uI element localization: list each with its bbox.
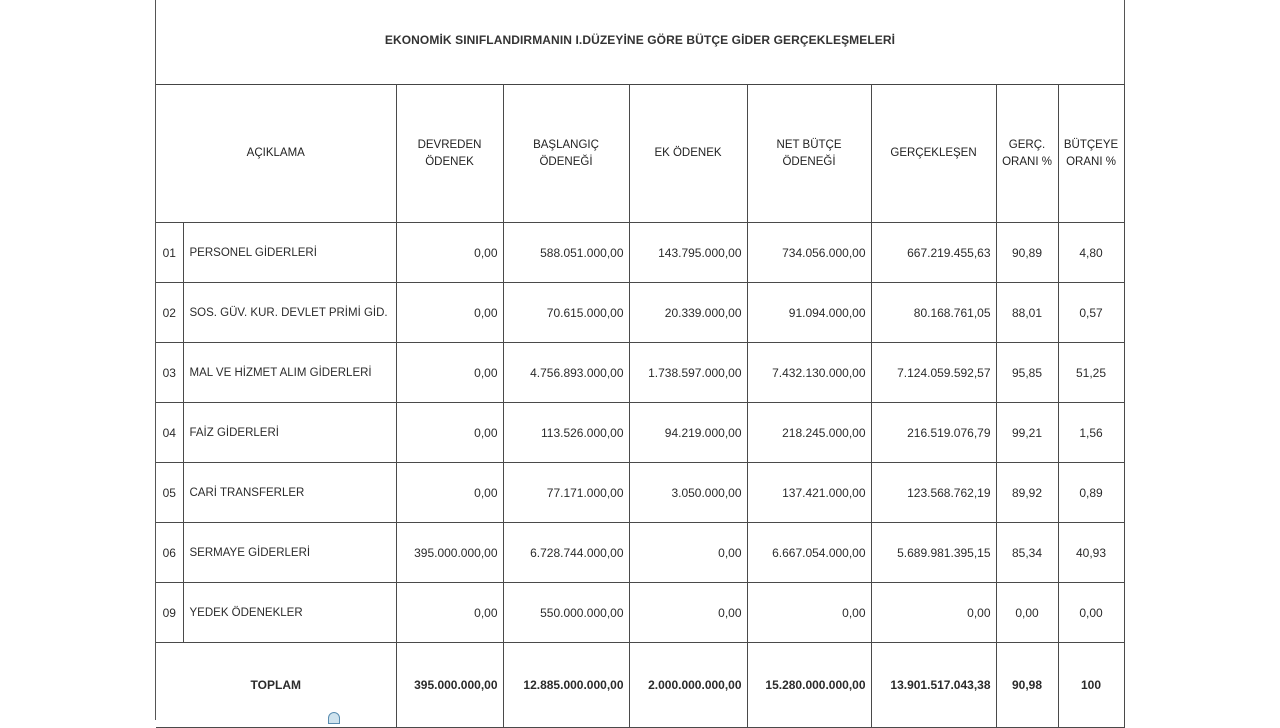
cell-net: 734.056.000,00 [747, 223, 871, 283]
table-row [156, 343, 1124, 403]
total-ek: 2.000.000.000,00 [629, 643, 747, 728]
row-description: FAİZ GİDERLERİ [183, 403, 396, 463]
cell-butceye-orani: 0,89 [1058, 463, 1124, 523]
row-code: 04 [156, 403, 183, 463]
cell-baslangic: 70.615.000,00 [503, 283, 629, 343]
table-row [156, 463, 1124, 523]
cell-butceye-orani: 51,25 [1058, 343, 1124, 403]
table-row [156, 283, 1124, 343]
cell-gerc-orani: 85,34 [996, 523, 1058, 583]
table-row [156, 583, 1124, 643]
total-gerceklesen: 13.901.517.043,38 [871, 643, 996, 728]
cell-baslangic: 550.000.000,00 [503, 583, 629, 643]
total-devreden: 395.000.000,00 [396, 643, 503, 728]
total-label: TOPLAM [156, 643, 396, 728]
row-code: 01 [156, 223, 183, 283]
cell-gerceklesen: 667.219.455,63 [871, 223, 996, 283]
total-net: 15.280.000.000,00 [747, 643, 871, 728]
cell-gerceklesen: 80.168.761,05 [871, 283, 996, 343]
cell-baslangic: 6.728.744.000,00 [503, 523, 629, 583]
header-ek: EK ÖDENEK [629, 85, 747, 223]
budget-table [156, 84, 1125, 728]
total-gerc-orani: 90,98 [996, 643, 1058, 728]
table-header-row [156, 85, 1124, 223]
cell-net: 218.245.000,00 [747, 403, 871, 463]
cell-net: 6.667.054.000,00 [747, 523, 871, 583]
cell-ek: 0,00 [629, 523, 747, 583]
cell-butceye-orani: 4,80 [1058, 223, 1124, 283]
header-gerceklesen: GERÇEKLEŞEN [871, 85, 996, 223]
row-description: MAL VE HİZMET ALIM GİDERLERİ [183, 343, 396, 403]
header-butceye-orani: BÜTÇEYE ORANI % [1058, 85, 1124, 223]
cell-ek: 1.738.597.000,00 [629, 343, 747, 403]
cell-gerc-orani: 89,92 [996, 463, 1058, 523]
cell-butceye-orani: 0,00 [1058, 583, 1124, 643]
cell-devreden: 0,00 [396, 463, 503, 523]
row-description: SERMAYE GİDERLERİ [183, 523, 396, 583]
row-description: SOS. GÜV. KUR. DEVLET PRİMİ GİD. [183, 283, 396, 343]
row-code: 06 [156, 523, 183, 583]
cell-gerc-orani: 90,89 [996, 223, 1058, 283]
cell-net: 7.432.130.000,00 [747, 343, 871, 403]
cell-ek: 0,00 [629, 583, 747, 643]
cell-butceye-orani: 40,93 [1058, 523, 1124, 583]
cell-baslangic: 588.051.000,00 [503, 223, 629, 283]
cell-devreden: 0,00 [396, 583, 503, 643]
cell-devreden: 0,00 [396, 403, 503, 463]
cell-devreden: 395.000.000,00 [396, 523, 503, 583]
cell-gerceklesen: 216.519.076,79 [871, 403, 996, 463]
cell-net: 91.094.000,00 [747, 283, 871, 343]
cell-ek: 20.339.000,00 [629, 283, 747, 343]
header-net: NET BÜTÇE ÖDENEĞİ [747, 85, 871, 223]
cell-devreden: 0,00 [396, 223, 503, 283]
cell-devreden: 0,00 [396, 283, 503, 343]
logo-fragment-icon [328, 712, 340, 724]
cell-butceye-orani: 1,56 [1058, 403, 1124, 463]
cell-ek: 143.795.000,00 [629, 223, 747, 283]
document-page [155, 0, 1125, 720]
row-code: 09 [156, 583, 183, 643]
table-row [156, 403, 1124, 463]
header-gerc-orani: GERÇ. ORANI % [996, 85, 1058, 223]
cell-gerceklesen: 5.689.981.395,15 [871, 523, 996, 583]
cell-gerceklesen: 0,00 [871, 583, 996, 643]
row-description: YEDEK ÖDENEKLER [183, 583, 396, 643]
table-row [156, 223, 1124, 283]
header-devreden: DEVREDEN ÖDENEK [396, 85, 503, 223]
cell-devreden: 0,00 [396, 343, 503, 403]
cell-ek: 94.219.000,00 [629, 403, 747, 463]
cell-gerc-orani: 0,00 [996, 583, 1058, 643]
cell-gerceklesen: 123.568.762,19 [871, 463, 996, 523]
header-baslangic: BAŞLANGIÇ ÖDENEĞİ [503, 85, 629, 223]
cell-ek: 3.050.000,00 [629, 463, 747, 523]
header-aciklama: AÇIKLAMA [156, 85, 396, 223]
total-butceye-orani: 100 [1058, 643, 1124, 728]
row-code: 05 [156, 463, 183, 523]
total-row [156, 643, 1124, 728]
row-description: CARİ TRANSFERLER [183, 463, 396, 523]
cell-gerc-orani: 99,21 [996, 403, 1058, 463]
row-code: 03 [156, 343, 183, 403]
row-code: 02 [156, 283, 183, 343]
cell-baslangic: 77.171.000,00 [503, 463, 629, 523]
cell-gerceklesen: 7.124.059.592,57 [871, 343, 996, 403]
row-description: PERSONEL GİDERLERİ [183, 223, 396, 283]
cell-gerc-orani: 88,01 [996, 283, 1058, 343]
total-baslangic: 12.885.000.000,00 [503, 643, 629, 728]
table-row [156, 523, 1124, 583]
cell-butceye-orani: 0,57 [1058, 283, 1124, 343]
cell-baslangic: 113.526.000,00 [503, 403, 629, 463]
cell-net: 0,00 [747, 583, 871, 643]
cell-baslangic: 4.756.893.000,00 [503, 343, 629, 403]
cell-gerc-orani: 95,85 [996, 343, 1058, 403]
document-title: EKONOMİK SINIFLANDIRMANIN I.DÜZEYİNE GÖRE BÜTÇE GİDER GERÇEKLEŞMELERİ [384, 33, 896, 47]
cell-net: 137.421.000,00 [747, 463, 871, 523]
